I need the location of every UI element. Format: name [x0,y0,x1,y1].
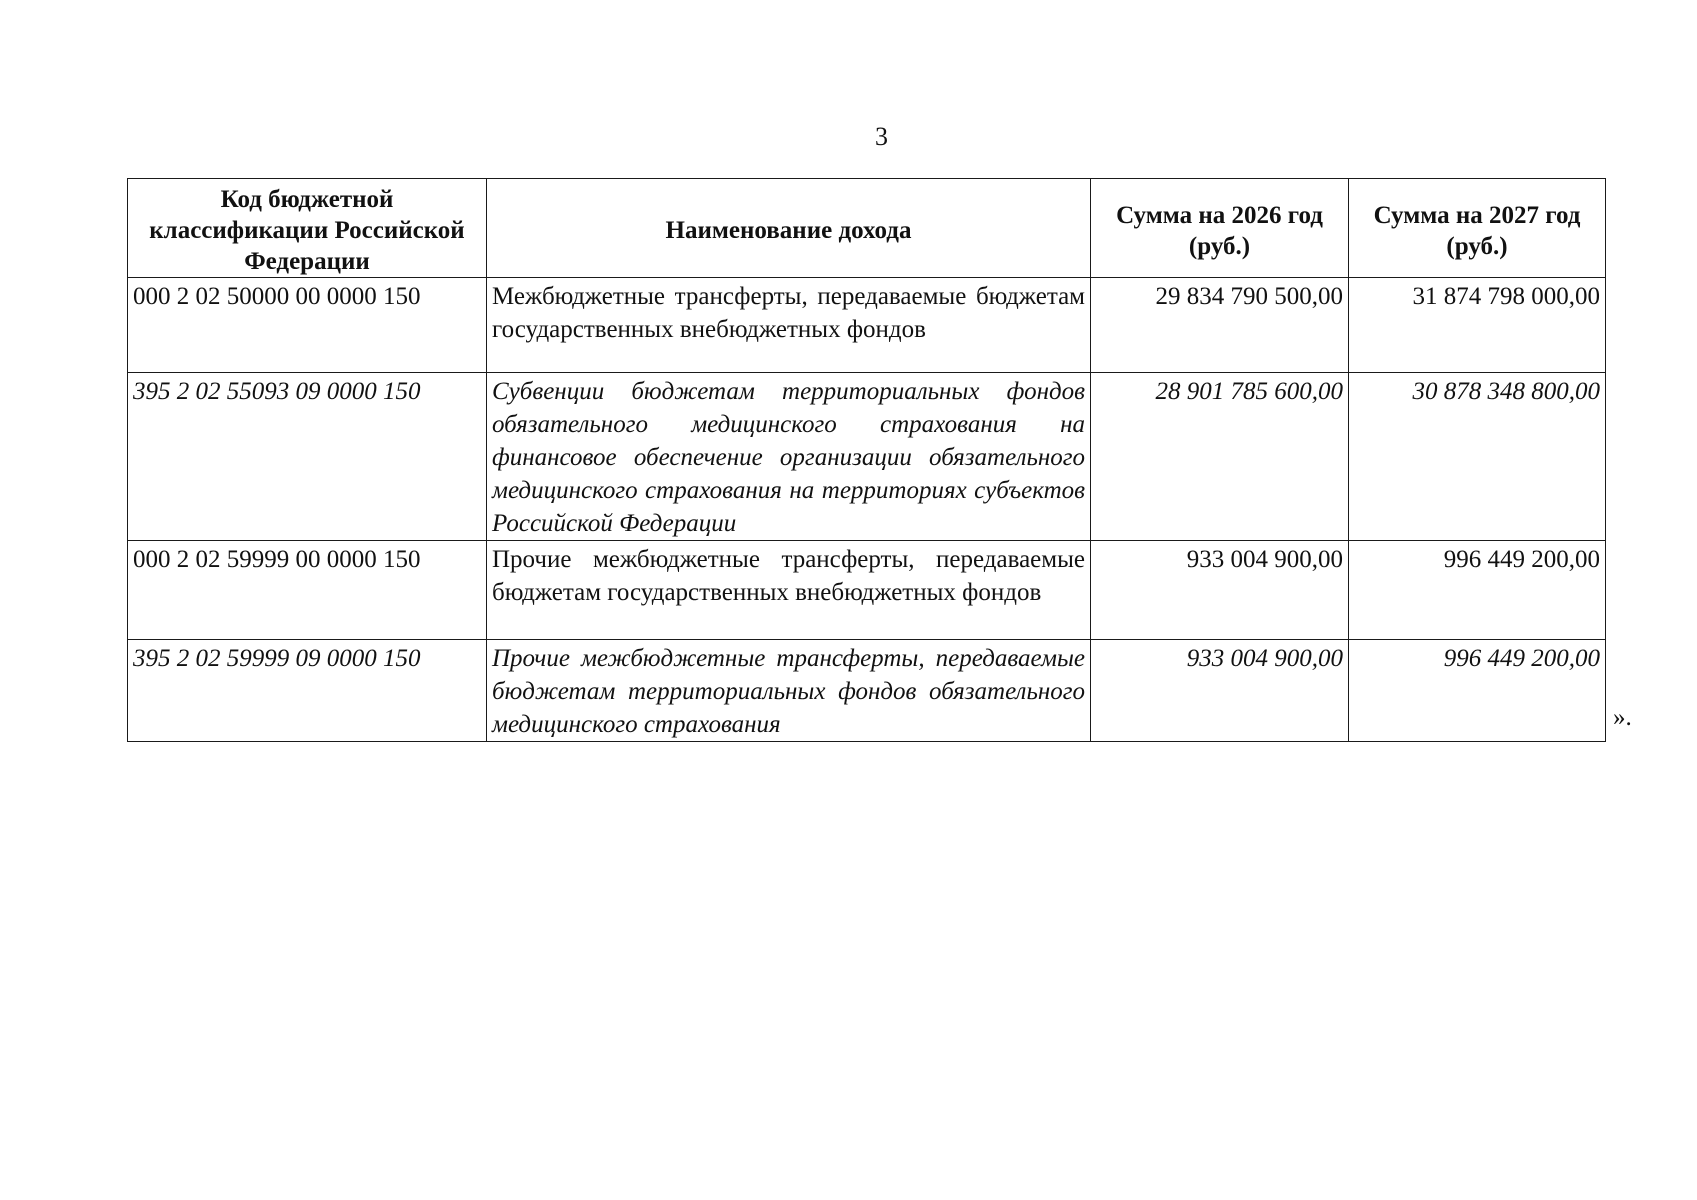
cell-sum-2026: 933 004 900,00 [1091,640,1349,742]
revenue-table [127,178,1606,742]
cell-revenue-name: Прочие межбюджетные трансферты, передаваемые бюджетам государственных внебюджетных фондов [487,541,1091,640]
cell-revenue-name: Прочие межбюджетные трансферты, передаваемые бюджетам территориальных фондов обязательного медицинского страхования [487,640,1091,742]
page-number: 3 [875,122,888,151]
cell-sum-2027: 30 878 348 800,00 [1349,373,1606,541]
table-row [128,278,1606,373]
cell-sum-2026: 28 901 785 600,00 [1091,373,1349,541]
cell-budget-code: 000 2 02 50000 00 0000 150 [128,278,487,373]
cell-budget-code: 395 2 02 59999 09 0000 150 [128,640,487,742]
table-row [128,640,1606,742]
cell-revenue-name: Субвенции бюджетам территориальных фондов обязательного медицинского страхования на финансовое обеспечение организации обязательного медицинского страхования на территориях субъектов Российской Федерации [487,373,1091,541]
table-header-row [128,179,1606,278]
table-row [128,373,1606,541]
header-sum-2026: Сумма на 2026 год (руб.) [1091,179,1349,278]
table-row [128,541,1606,640]
cell-sum-2026: 933 004 900,00 [1091,541,1349,640]
header-revenue-name: Наименование дохода [487,179,1091,278]
cell-sum-2027: 31 874 798 000,00 [1349,278,1606,373]
cell-sum-2027: 996 449 200,00 [1349,640,1606,742]
header-sum-2027: Сумма на 2027 год (руб.) [1349,179,1606,278]
header-budget-code: Код бюджетной классификации Российской Федерации [128,179,487,278]
cell-sum-2026: 29 834 790 500,00 [1091,278,1349,373]
cell-budget-code: 395 2 02 55093 09 0000 150 [128,373,487,541]
cell-revenue-name: Межбюджетные трансферты, передаваемые бюджетам государственных внебюджетных фондов [487,278,1091,373]
cell-budget-code: 000 2 02 59999 00 0000 150 [128,541,487,640]
closing-quote: ». [1613,704,1632,731]
cell-sum-2027: 996 449 200,00 [1349,541,1606,640]
